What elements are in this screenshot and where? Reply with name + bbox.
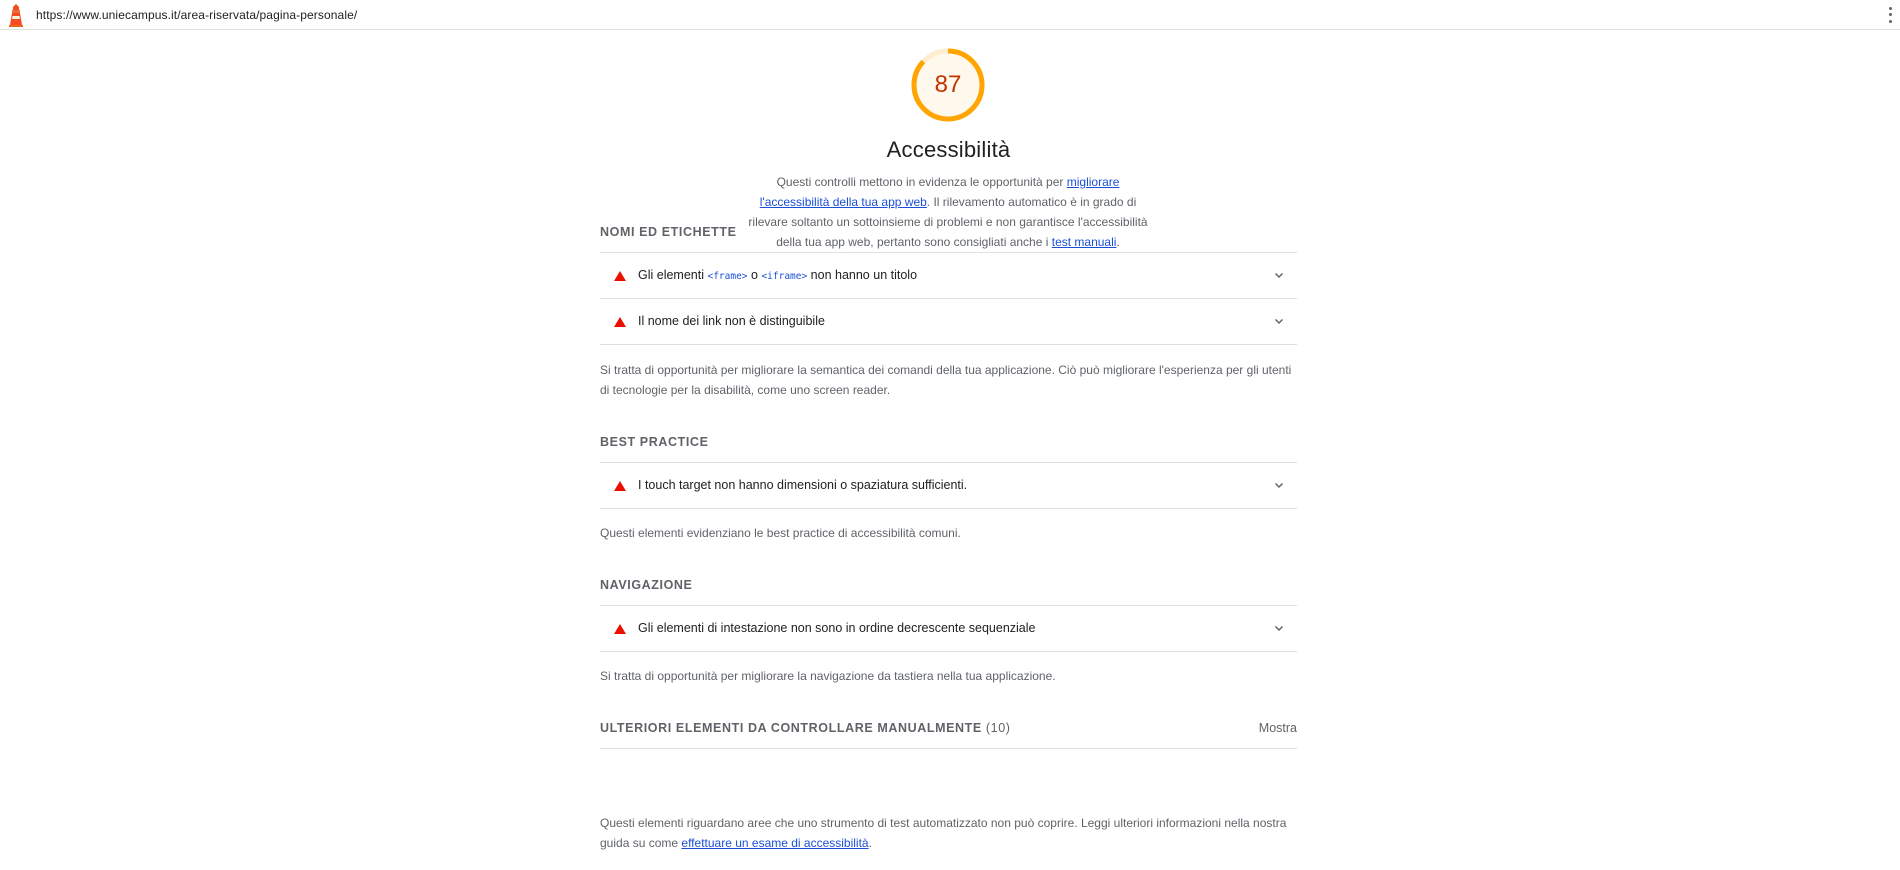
- page-url[interactable]: https://www.uniecampus.it/area-riservata/pagina-personale/: [36, 8, 358, 22]
- warning-triangle-icon: [614, 271, 626, 281]
- show-manual-toggle[interactable]: Mostra: [1258, 721, 1297, 735]
- audit-title: Gli elementi <frame> o <iframe> non hanno un titolo: [638, 268, 918, 282]
- score-value: 87: [934, 71, 962, 98]
- divider: [600, 748, 1297, 749]
- lighthouse-icon: [7, 3, 25, 27]
- chevron-down-icon[interactable]: [1273, 479, 1285, 491]
- group-title-best-practice: BEST PRACTICE: [600, 435, 709, 449]
- category-desc-text-3: .: [1116, 235, 1120, 249]
- manual-tests-link[interactable]: test manuali: [1051, 235, 1117, 249]
- browser-bar: [0, 0, 1900, 30]
- manual-count: (10): [985, 721, 1011, 735]
- manual-desc-text-2: .: [868, 836, 872, 850]
- group-description-navigation: Si tratta di opportunità per migliorare la navigazione da tastiera nella tua applicazione.: [600, 669, 1056, 683]
- group-description-names: Si tratta di opportunità per migliorare la semantica dei comandi della tua applicazione. Ciò può migliorare l'esperienza per gli utenti di tecnologie per la disabilità, come uno screen reader.: [600, 363, 1292, 397]
- category-desc-text-2: . Il rilevamento automatico è in grado di rilevare soltanto un sottoinsieme di problemi e non garantisce l'accessibilità della tua app web, pertanto sono consigliati anche i: [748, 195, 1148, 249]
- manual-desc-text: Questi elementi riguardano aree che uno strumento di test automatizzato non può coprire. Leggi ulteriori informazioni nella nostra guida su come: [600, 816, 1287, 850]
- audit-title: I touch target non hanno dimensioni o spaziatura sufficienti.: [638, 478, 968, 492]
- audit-heading-order[interactable]: [600, 606, 1297, 652]
- audit-link-name[interactable]: [600, 299, 1297, 345]
- group-title-names: NOMI ED ETICHETTE: [600, 225, 737, 239]
- chevron-down-icon[interactable]: [1273, 269, 1285, 281]
- improve-accessibility-link[interactable]: migliorare l'accessibilità della tua app web: [759, 175, 1120, 209]
- chevron-down-icon[interactable]: [1273, 622, 1285, 634]
- accessibility-review-link[interactable]: effettuare un esame di accessibilità: [681, 836, 869, 850]
- kebab-menu-icon[interactable]: [1884, 5, 1896, 25]
- group-description-manual: [600, 813, 1297, 853]
- category-description: [748, 172, 1148, 252]
- audit-title: Il nome dei link non è distinguibile: [638, 314, 825, 328]
- audit-frame-title[interactable]: [600, 253, 1297, 299]
- group-title-navigation: NAVIGAZIONE: [600, 578, 693, 592]
- score-gauge: [911, 48, 985, 122]
- warning-triangle-icon: [614, 317, 626, 327]
- category-desc-text: Questi controlli mettono in evidenza le opportunità per: [776, 175, 1067, 189]
- warning-triangle-icon: [614, 481, 626, 491]
- warning-triangle-icon: [614, 624, 626, 634]
- audit-title: Gli elementi di intestazione non sono in ordine decrescente sequenziale: [638, 621, 1036, 635]
- group-title-manual: ULTERIORI ELEMENTI DA CONTROLLARE MANUALMENTE (10): [600, 721, 1011, 735]
- chevron-down-icon[interactable]: [1273, 315, 1285, 327]
- audit-touch-targets[interactable]: [600, 463, 1297, 509]
- group-description-best-practice: Questi elementi evidenziano le best practice di accessibilità comuni.: [600, 526, 961, 540]
- category-title: Accessibilità: [886, 137, 1011, 162]
